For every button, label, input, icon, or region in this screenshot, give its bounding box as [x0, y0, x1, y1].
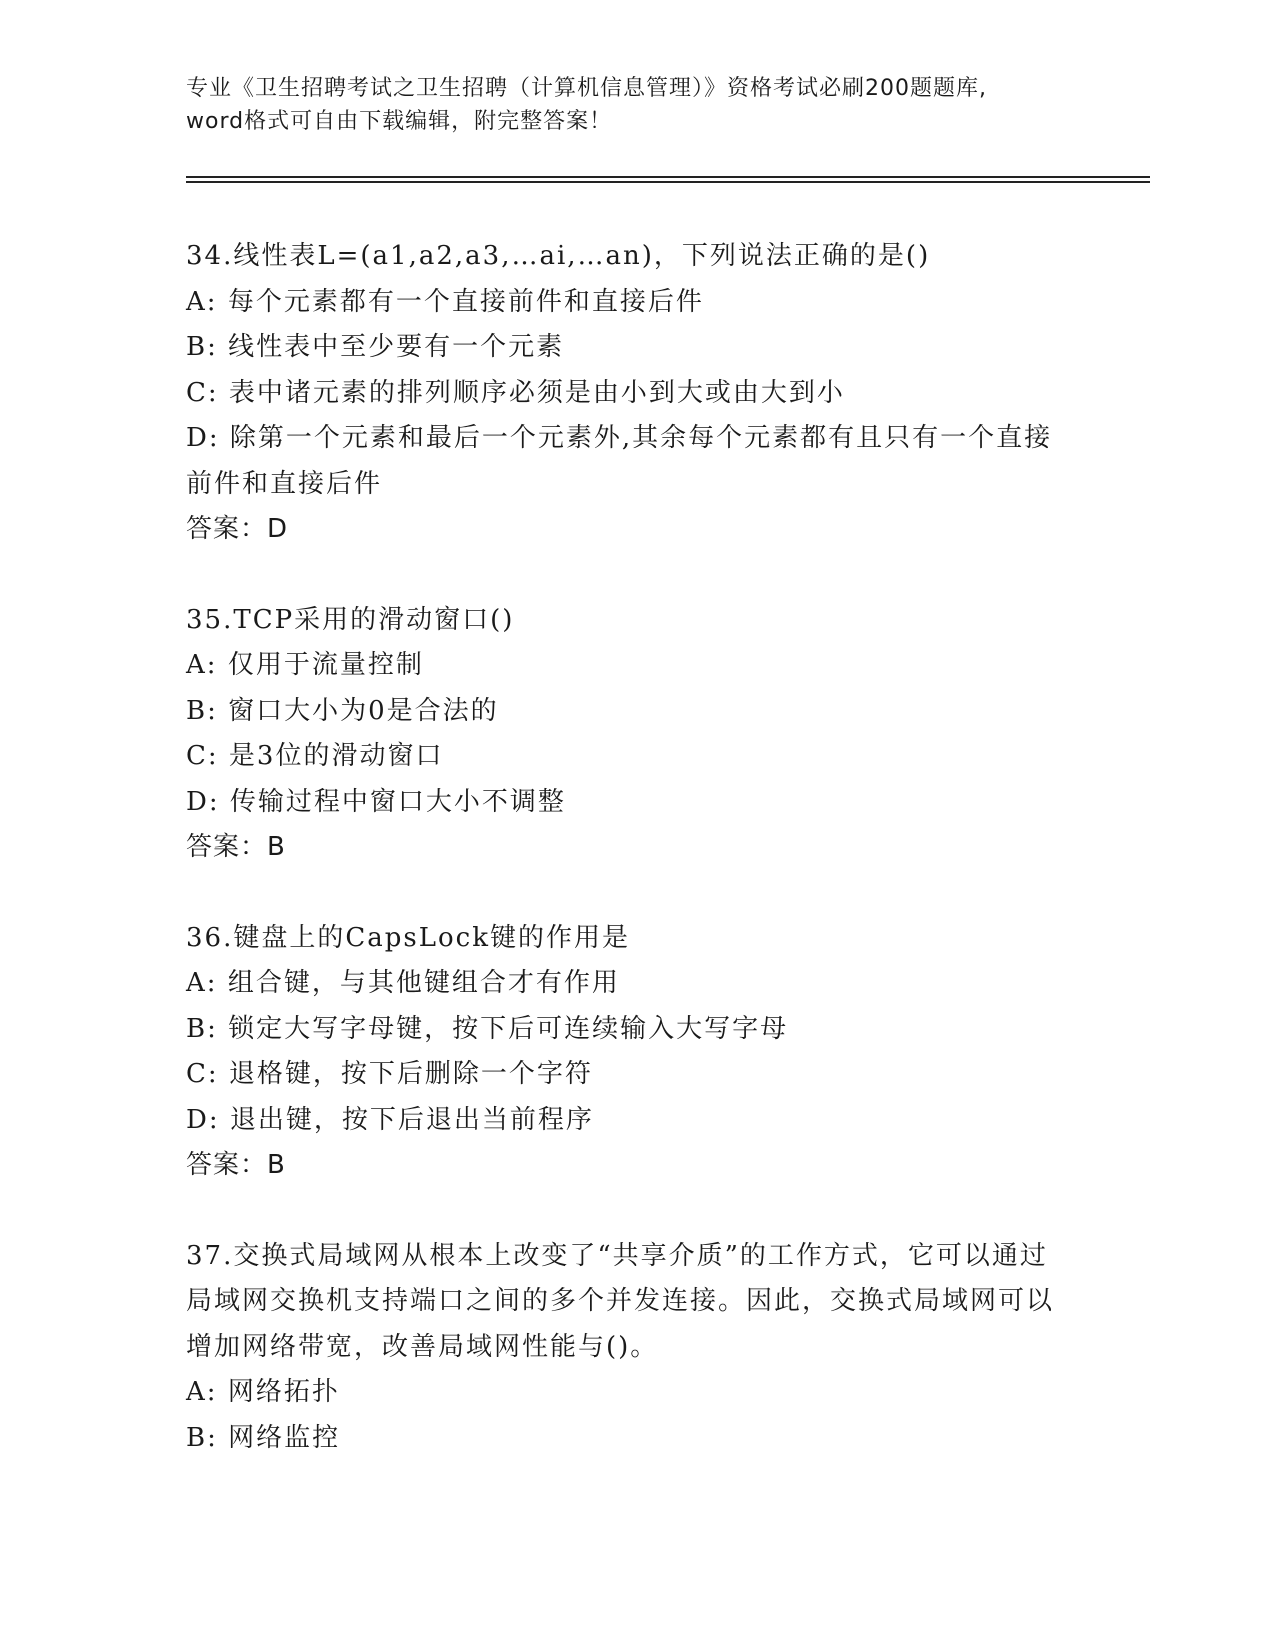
header-divider-top — [186, 176, 1150, 178]
option-letter: B: — [186, 1013, 218, 1044]
option-d — [186, 780, 1066, 826]
option-letter: A: — [186, 286, 218, 317]
question-36 — [186, 916, 1066, 1189]
option-text: 网络监控 — [228, 1422, 341, 1453]
option-b — [186, 1007, 1066, 1053]
option-b — [186, 1416, 1066, 1462]
option-letter: B: — [186, 695, 218, 726]
option-d — [186, 416, 1066, 507]
option-a — [186, 961, 1066, 1007]
option-a — [186, 643, 1066, 689]
option-text: 线性表中至少要有一个元素 — [228, 332, 565, 362]
option-c — [186, 1052, 1066, 1098]
option-a — [186, 280, 1066, 326]
option-letter: D: — [186, 423, 220, 453]
question-list — [186, 234, 1066, 1506]
option-text: 锁定大写字母键，按下后可连续输入大写字母 — [228, 1013, 789, 1044]
option-a — [186, 1370, 1066, 1416]
question-37 — [186, 1234, 1066, 1462]
option-text: 除第一个元素和最后一个元素外,其余每个元素都有且只有一个直接前件和直接后件 — [186, 423, 1053, 499]
option-text: 窗口大小为0是合法的 — [228, 695, 499, 726]
option-text: 网络拓扑 — [227, 1377, 340, 1407]
option-letter: B: — [186, 332, 218, 362]
option-text: 退出键，按下后退出当前程序 — [229, 1104, 594, 1135]
option-letter: A: — [186, 968, 218, 998]
option-letter: C: — [186, 741, 219, 771]
header-line-1: 专业《卫生招聘考试之卫生招聘（计算机信息管理）》资格考试必刷200题题库, — [186, 76, 987, 101]
header-divider-bottom — [186, 181, 1150, 183]
option-letter: B: — [186, 1422, 218, 1453]
option-b — [186, 325, 1066, 371]
question-stem: 36.键盘上的CapsLock键的作用是 — [186, 922, 630, 953]
option-text: 仅用于流量控制 — [227, 650, 424, 680]
answer-line: 答案：B — [186, 1150, 286, 1180]
answer-line: 答案：D — [186, 514, 289, 544]
question-stem: 34.线性表L=(a1,a2,a3,…ai,…an)，下列说法正确的是() — [186, 241, 931, 271]
option-letter: C: — [186, 1059, 219, 1089]
option-text: 是3位的滑动窗口 — [228, 741, 444, 771]
option-text: 组合键，与其他键组合才有作用 — [227, 968, 620, 998]
option-text: 表中诸元素的排列顺序必须是由小到大或由大到小 — [228, 377, 845, 408]
option-letter: C: — [186, 377, 219, 408]
answer-line: 答案：B — [186, 832, 286, 862]
question-34 — [186, 234, 1066, 553]
header-line-2: word格式可自由下载编辑，附完整答案！ — [186, 109, 613, 134]
option-letter: D: — [186, 1104, 220, 1135]
option-b — [186, 689, 1066, 735]
option-d — [186, 1098, 1066, 1144]
document-header — [186, 72, 1086, 138]
option-text: 退格键，按下后删除一个字符 — [228, 1059, 593, 1089]
option-letter: A: — [186, 650, 218, 680]
question-stem: 37.交换式局域网从根本上改变了“共享介质”的工作方式，它可以通过局域网交换机支持端口之间的多个并发连接。因此，交换式局域网可以增加网络带宽，改善局域网性能与()。 — [186, 1240, 1055, 1362]
option-text: 传输过程中窗口大小不调整 — [229, 786, 566, 817]
option-letter: A: — [186, 1377, 218, 1407]
option-c — [186, 734, 1066, 780]
question-stem: 35.TCP采用的滑动窗口() — [186, 604, 515, 635]
option-c — [186, 371, 1066, 417]
option-text: 每个元素都有一个直接前件和直接后件 — [227, 286, 704, 317]
question-35 — [186, 598, 1066, 871]
option-letter: D: — [186, 786, 220, 817]
